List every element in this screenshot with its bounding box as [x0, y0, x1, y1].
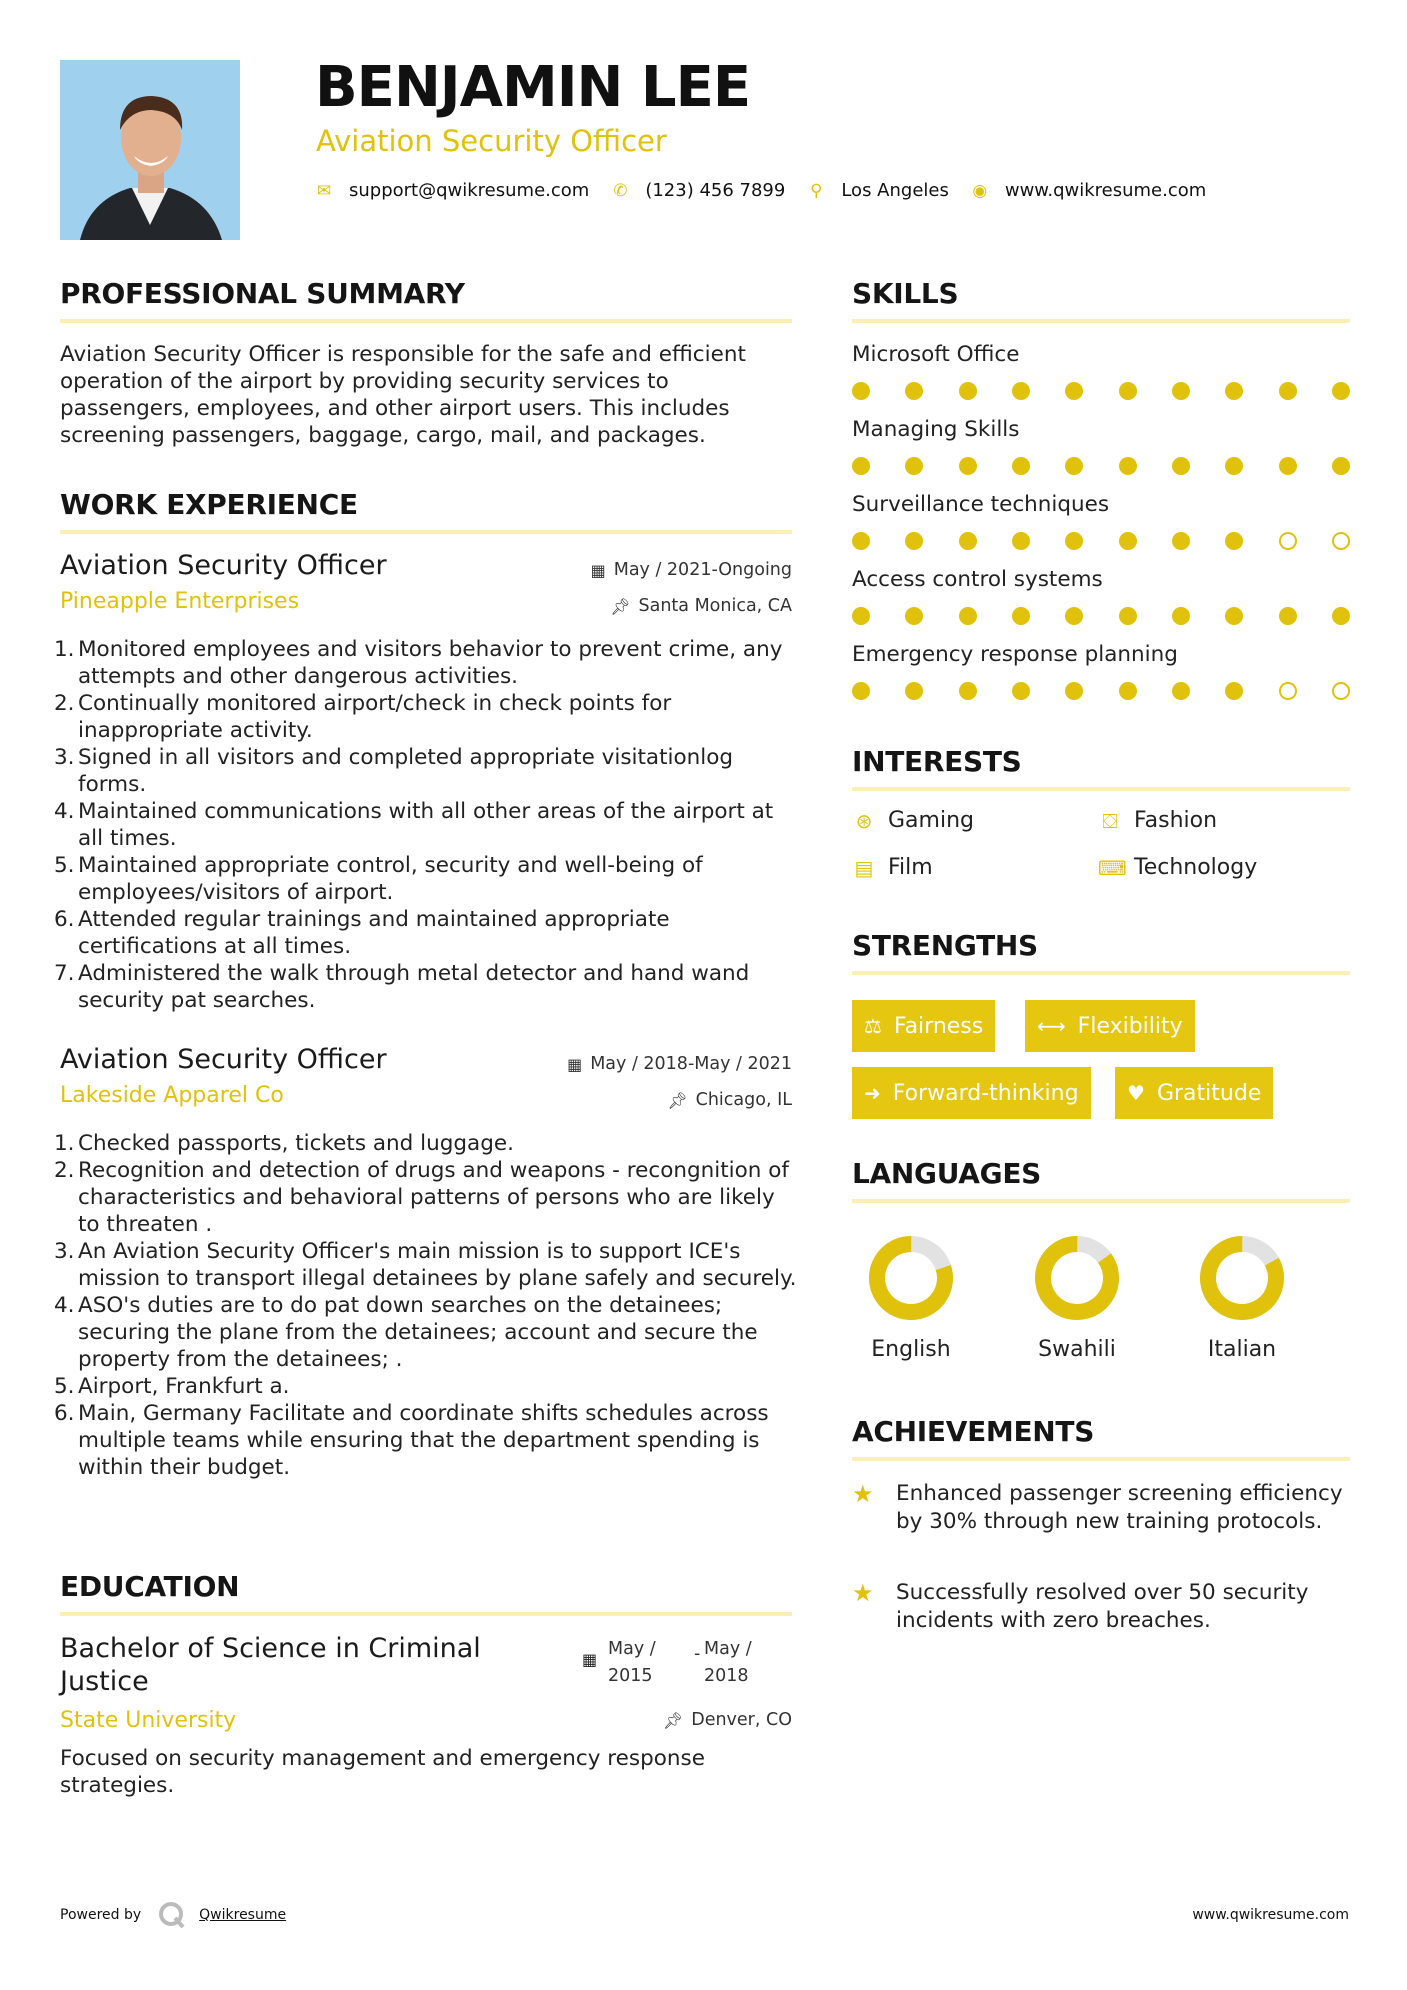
strength-label: Gratitude: [1156, 1080, 1262, 1106]
skill-dot-filled: [1065, 532, 1083, 550]
arrows-horizontal-icon: ⟷: [1037, 1014, 1066, 1038]
calendar-icon: ▦: [582, 1650, 598, 1669]
profile-photo: [60, 60, 240, 240]
skill-dot-filled: [1119, 607, 1137, 625]
language-swahili: [1012, 1233, 1142, 1362]
skill-dot-filled: [959, 532, 977, 550]
skill-dot-filled: [1225, 532, 1243, 550]
contact-email[interactable]: [315, 180, 589, 201]
experience-rule: [60, 530, 792, 534]
skill-dot-filled: [959, 607, 977, 625]
languages-heading: LANGUAGES: [852, 1157, 1042, 1190]
language-proficiency-ring: [1032, 1233, 1122, 1323]
skill-dot-filled: [1225, 682, 1243, 700]
ring-fill: [1032, 1233, 1122, 1323]
education-end-date: [704, 1636, 752, 1690]
balance-scale-icon: ⚖: [864, 1014, 882, 1038]
skill-rating: [852, 457, 1350, 477]
job-1-location-text: Santa Monica, CA: [638, 596, 792, 616]
arrow-right-icon: ➜: [864, 1081, 881, 1105]
interest-fashion: [1098, 808, 1217, 833]
list-item: 1. Checked passports, tickets and luggage.: [54, 1131, 514, 1156]
skill-dot-filled: [1332, 607, 1350, 625]
skill-dot-filled: [1172, 682, 1190, 700]
education-degree: [60, 1632, 540, 1698]
skill-label: Surveillance techniques: [852, 492, 1110, 517]
contact-phone[interactable]: [611, 180, 785, 201]
star-icon: ★: [852, 1579, 874, 1607]
job-2-dates: [567, 1054, 792, 1074]
strength-tag-forward-thinking: [852, 1067, 1091, 1119]
skill-dot-empty: [1279, 682, 1297, 700]
education-heading: EDUCATION: [60, 1570, 240, 1603]
achievement-text: Enhanced passenger screening efficiency by 30% through new training protocols.: [896, 1481, 1343, 1534]
skills-rule: [852, 319, 1350, 323]
language-proficiency-ring: [866, 1233, 956, 1323]
job-1-location: [610, 596, 792, 616]
skill-dot-filled: [1119, 682, 1137, 700]
skills-heading: SKILLS: [852, 277, 959, 310]
skill-dot-filled: [959, 457, 977, 475]
contact-email-text: support@qwikresume.com: [349, 180, 590, 201]
skill-dot-filled: [1119, 457, 1137, 475]
skill-dot-filled: [1279, 457, 1297, 475]
job-1-dates-text: May / 2021-Ongoing: [613, 560, 792, 580]
globe-icon: ◉: [972, 180, 988, 201]
list-item: 5. Maintained appropriate control, security and well-being of employees/visitors of airport.: [54, 853, 703, 905]
list-item: 6. Main, Germany Facilitate and coordinate shifts schedules across multiple teams while ensuring that the department spending is within their budget.: [54, 1401, 769, 1480]
job-1-header: [60, 550, 792, 630]
strengths-rule: [852, 971, 1350, 975]
interest-technology: [1098, 855, 1257, 880]
skill-dot-filled: [852, 682, 870, 700]
job-1-dates: [591, 560, 792, 580]
education-end-month: May /: [704, 1639, 752, 1659]
skill-dot-empty: [1332, 532, 1350, 550]
skill-dot-filled: [1065, 457, 1083, 475]
job-1-duties: [54, 636, 800, 1014]
skill-dot-filled: [1012, 532, 1030, 550]
skill-dot-filled: [1225, 457, 1243, 475]
language-english: [846, 1233, 976, 1362]
skill-dot-filled: [1012, 457, 1030, 475]
education-end-year: 2018: [704, 1666, 749, 1686]
pin-icon: 📌︎: [662, 1710, 684, 1730]
skill-dot-filled: [1225, 382, 1243, 400]
pin-icon: 📌︎: [667, 1090, 688, 1110]
skill-dot-filled: [852, 382, 870, 400]
strength-tag-fairness: [852, 1000, 995, 1052]
achievement-item: [852, 1480, 1352, 1536]
ring-fill: [868, 1235, 954, 1321]
strengths-heading: STRENGTHS: [852, 929, 1038, 962]
list-item: 3. An Aviation Security Officer's main mission is to support ICE's mission to transport illegal detainees by plane safely and securely.: [54, 1239, 797, 1291]
strength-label: Flexibility: [1077, 1013, 1183, 1039]
education-location-text: Denver, CO: [691, 1710, 792, 1730]
job-2-location-text: Chicago, IL: [695, 1090, 792, 1110]
skill-dot-filled: [1279, 382, 1297, 400]
summary-text: Aviation Security Officer is responsible for the safe and efficient operation of the airport by providing security services to passengers, employees, and other airport users. This includes screening passengers, baggage, cargo, mail, and packages.: [60, 342, 746, 448]
interest-gaming: [852, 808, 974, 833]
interest-film: [852, 855, 933, 880]
interests-heading: INTERESTS: [852, 745, 1022, 778]
skill-rating: [852, 382, 1350, 402]
skill-dot-filled: [905, 382, 923, 400]
skill-dot-filled: [1065, 682, 1083, 700]
skill-dot-filled: [959, 382, 977, 400]
achievements-heading: ACHIEVEMENTS: [852, 1415, 1095, 1448]
skill-dot-filled: [852, 457, 870, 475]
skill-dot-filled: [852, 532, 870, 550]
heart-icon: ♥: [1127, 1081, 1145, 1105]
interest-label: Fashion: [1134, 808, 1218, 833]
strength-tag-gratitude: [1115, 1067, 1273, 1119]
list-item: 5. Airport, Frankfurt a.: [54, 1374, 290, 1399]
job-2-company: Lakeside Apparel Co: [60, 1083, 284, 1108]
achievements-rule: [852, 1457, 1350, 1461]
education-date-separator: -: [694, 1644, 701, 1664]
strength-label: Fairness: [893, 1013, 984, 1039]
job-1-title: Aviation Security Officer: [60, 550, 387, 581]
skill-dot-empty: [1279, 532, 1297, 550]
job-1-company: Pineapple Enterprises: [60, 589, 300, 614]
summary-rule: [60, 319, 792, 323]
education-description: Focused on security management and emergency response strategies.: [60, 1746, 705, 1798]
candidate-title: Aviation Security Officer: [316, 124, 667, 158]
education-location: [663, 1710, 792, 1730]
job-2-duties: [54, 1130, 800, 1481]
job-2-location: [667, 1090, 792, 1110]
education-school: State University: [60, 1708, 237, 1733]
contact-location-text: Los Angeles: [841, 180, 949, 201]
list-item: 7. Administered the walk through metal detector and hand wand security pat searches.: [54, 961, 750, 1013]
skill-rating: [852, 607, 1350, 627]
skill-rating: [852, 532, 1350, 552]
skill-rating: [852, 682, 1350, 702]
list-item: 4. ASO's duties are to do pat down searches on the detainees; securing the plane from the detainees; account and secure the property from the detainees; .: [54, 1293, 758, 1372]
skill-dot-filled: [1172, 457, 1190, 475]
pin-icon: 📌︎: [610, 596, 631, 616]
skill-dot-filled: [1172, 532, 1190, 550]
skill-dot-filled: [905, 457, 923, 475]
list-item: 4. Maintained communications with all other areas of the airport at all times.: [54, 799, 774, 851]
contact-location: [807, 180, 949, 201]
map-pin-icon: ⚲: [810, 180, 823, 201]
skill-dot-filled: [1332, 457, 1350, 475]
laptop-icon: ⌨: [1098, 855, 1127, 880]
list-item: 3. Signed in all visitors and completed appropriate visitationlog forms.: [54, 745, 734, 797]
skill-dot-filled: [1065, 607, 1083, 625]
skill-dot-filled: [1119, 382, 1137, 400]
language-italian: [1177, 1233, 1307, 1362]
skill-dot-filled: [1172, 382, 1190, 400]
skill-label: Access control systems: [852, 567, 1103, 592]
job-2-dates-text: May / 2018-May / 2021: [590, 1054, 792, 1074]
interest-label: Gaming: [888, 808, 974, 833]
skill-dot-filled: [905, 607, 923, 625]
list-item: 2. Continually monitored airport/check in check points for inappropriate activity.: [54, 691, 672, 743]
education-start-year: 2015: [608, 1666, 653, 1686]
interest-label: Film: [888, 855, 933, 880]
interests-rule: [852, 787, 1350, 791]
language-name: English: [871, 1337, 951, 1362]
gamepad-icon: ⊛: [855, 808, 873, 833]
ring-fill: [1197, 1233, 1287, 1323]
calendar-icon: ▦: [567, 1054, 583, 1074]
languages-rule: [852, 1199, 1350, 1203]
strength-label: Forward-thinking: [892, 1080, 1079, 1106]
language-proficiency-ring: [1197, 1233, 1287, 1323]
job-2-header: [60, 1044, 792, 1124]
skill-dot-filled: [1065, 382, 1083, 400]
job-2-title: Aviation Security Officer: [60, 1044, 387, 1075]
skill-dot-filled: [905, 532, 923, 550]
envelope-icon: ✉: [316, 180, 332, 201]
qwikresume-logo-icon: [157, 1900, 187, 1930]
list-item: 6. Attended regular trainings and maintained appropriate certifications at all times.: [54, 907, 670, 959]
achievement-item: [852, 1579, 1352, 1635]
list-item: 1. Monitored employees and visitors behavior to prevent crime, any attempts and other dangerous activities.: [54, 637, 783, 689]
language-name: Swahili: [1038, 1337, 1116, 1362]
summary-heading: PROFESSIONAL SUMMARY: [60, 277, 465, 310]
powered-by-text: Powered by: [60, 1907, 142, 1923]
skill-dot-filled: [1012, 682, 1030, 700]
skill-dot-filled: [852, 607, 870, 625]
strength-tag-flexibility: [1025, 1000, 1195, 1052]
education-start-month: May /: [608, 1639, 656, 1659]
education-degree-line-1: Bachelor of Science in Criminal: [60, 1633, 481, 1664]
skill-dot-empty: [1332, 682, 1350, 700]
contact-bar: [315, 180, 1228, 201]
skill-label: Emergency response planning: [852, 642, 1178, 667]
skill-dot-filled: [1332, 382, 1350, 400]
language-name: Italian: [1207, 1337, 1277, 1362]
skill-dot-filled: [905, 682, 923, 700]
skill-dot-filled: [1012, 607, 1030, 625]
skill-label: Microsoft Office: [852, 342, 1020, 367]
contact-website[interactable]: [971, 180, 1206, 201]
skill-dot-filled: [1279, 607, 1297, 625]
qwikresume-link[interactable]: Qwikresume: [199, 1907, 287, 1923]
interest-label: Technology: [1134, 855, 1258, 880]
phone-icon: ✆: [613, 180, 628, 201]
education-degree-line-2: Justice: [60, 1666, 149, 1697]
skill-dot-filled: [1012, 382, 1030, 400]
education-rule: [60, 1612, 792, 1616]
achievement-text: Successfully resolved over 50 security incidents with zero breaches.: [896, 1580, 1309, 1633]
footer-url[interactable]: www.qwikresume.com: [1192, 1907, 1349, 1923]
skill-label: Managing Skills: [852, 417, 1020, 442]
film-icon: ▤: [854, 855, 874, 880]
skill-dot-filled: [1172, 607, 1190, 625]
shopping-bag-icon: ⛋: [1102, 808, 1118, 833]
experience-heading: WORK EXPERIENCE: [60, 488, 358, 521]
star-icon: ★: [852, 1480, 874, 1508]
calendar-icon: ▦: [590, 560, 606, 580]
contact-phone-text: (123) 456 7899: [645, 180, 786, 201]
skill-dot-filled: [1225, 607, 1243, 625]
list-item: 2. Recognition and detection of drugs and weapons - recongnition of characteristics and behavioral patterns of persons who are likely to threaten .: [54, 1158, 789, 1237]
candidate-name: BENJAMIN LEE: [315, 55, 751, 120]
education-start-date: [608, 1636, 656, 1690]
skill-dot-filled: [959, 682, 977, 700]
footer-powered-by: [60, 1900, 286, 1930]
contact-website-text: www.qwikresume.com: [1004, 180, 1207, 201]
skill-dot-filled: [1119, 532, 1137, 550]
